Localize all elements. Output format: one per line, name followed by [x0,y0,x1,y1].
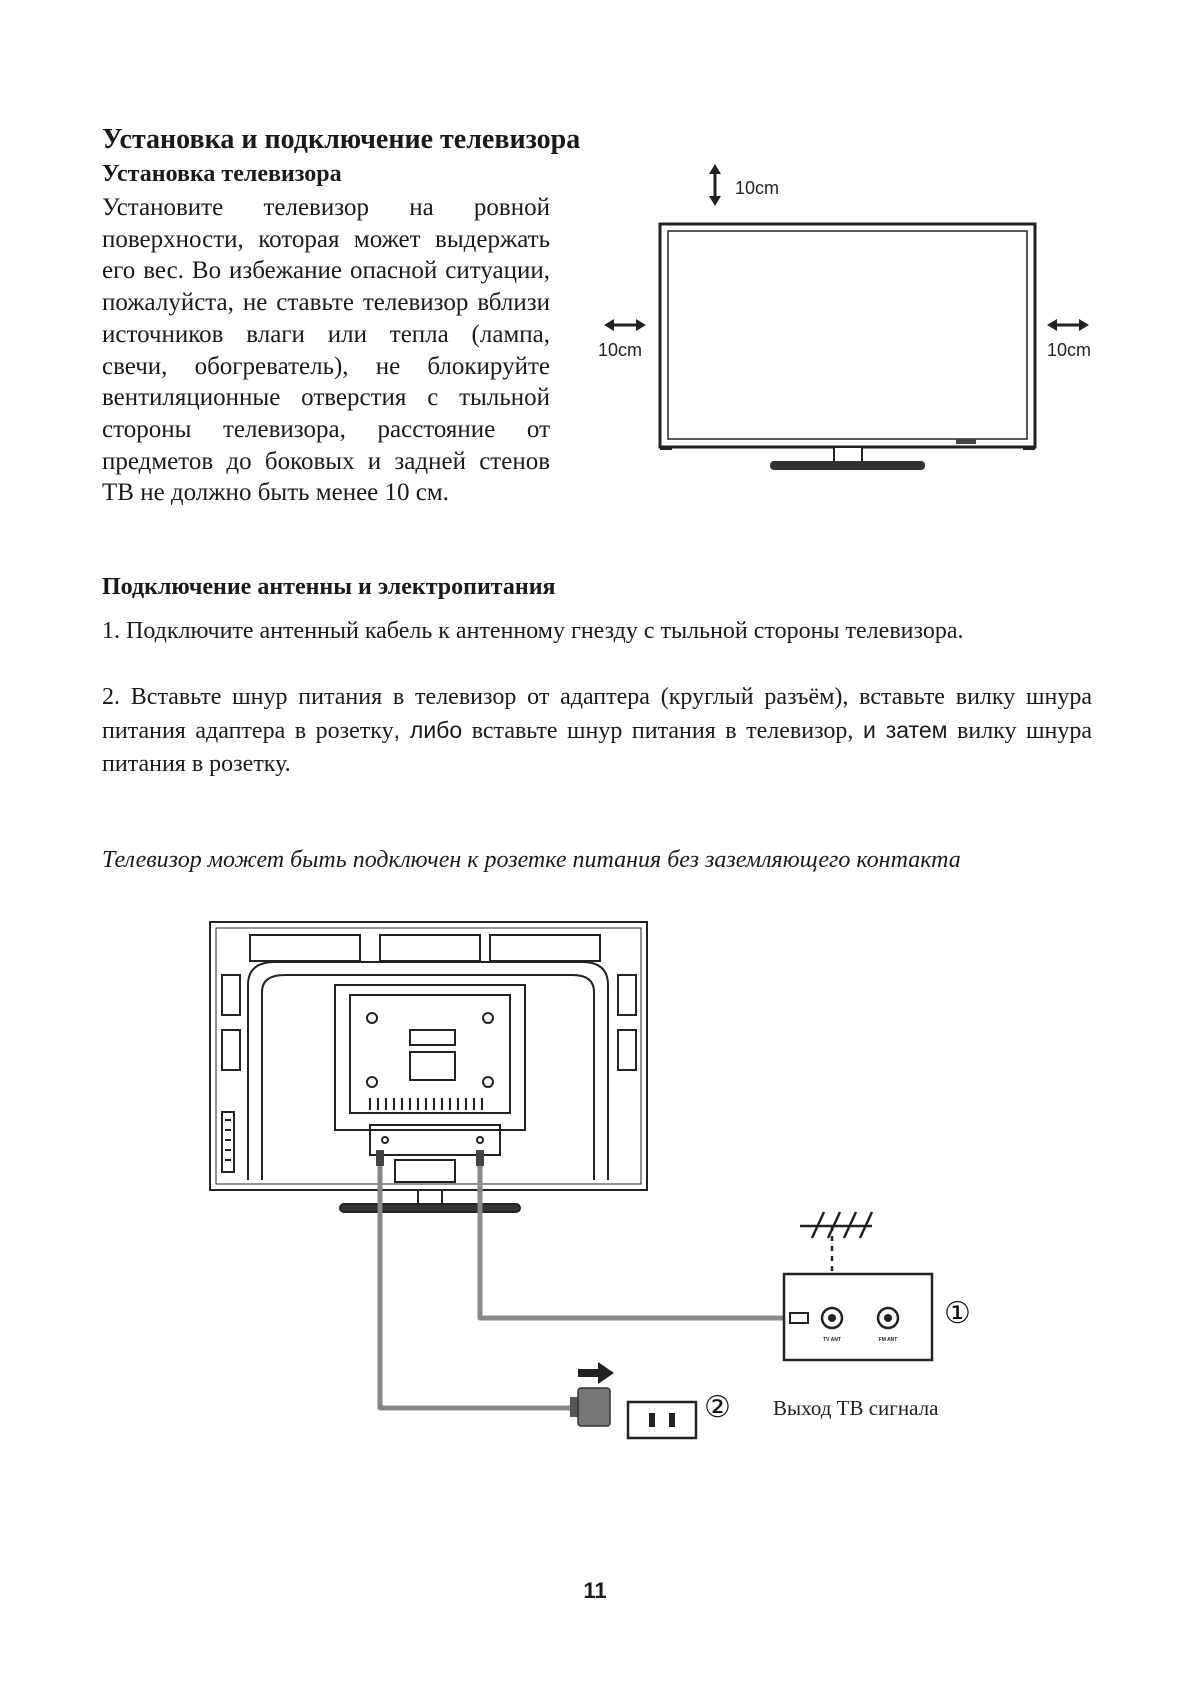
left-clearance-label: 10cm [598,340,643,360]
marker-2: ② [704,1390,731,1425]
antenna-cable [480,1166,790,1318]
wall-power-socket [628,1402,696,1438]
tv-rear [210,922,647,1212]
step2-part1: 2. Вставьте шнур питания в телевизор от адаптера (круглый разъём), вставьте вилку шнура питания адаптера в розетку [102,684,1092,744]
fm-ant-label: FM ANT [878,1337,898,1343]
page-title: Установка и подключение телевизора [102,124,581,155]
install-heading: Установка телевизора [102,161,342,187]
right-clearance-label: 10cm [1047,340,1092,360]
connection-heading: Подключение антенны и электропитания [102,574,556,600]
step2-either: , либо [393,717,463,743]
step2-then: и затем [862,717,948,743]
top-clearance-label: 10cm [735,178,780,198]
wall-antenna-outlet [784,1274,932,1360]
install-text: Установите телевизор на ровной поверхности, которая может выдержать его вес. Во избежание опасной ситуации, пожалуйста, не ставьте телевизор вблизи источников влаги или тепла (лампа, свечи, обогреватель), не блокируйте вентиляционные отверстия с тыльной стороны телевизора, расстояние от предметов до боковых и задней стенов ТВ не должно быть менее 10 см. [102,194,550,507]
connection-step-1: 1. Подключите антенный кабель к антенному гнезду с тыльной стороны телевизора. [102,618,964,644]
tv-antenna-jack [476,1150,484,1166]
step2-part2: вставьте шнур питания в телевизор, [462,718,854,744]
power-adapter [570,1388,610,1426]
tv-power-jack [376,1150,384,1166]
marker-1: ① [944,1296,971,1331]
insert-arrow-icon [578,1362,614,1384]
grounding-note: Телевизор может быть подключен к розетке питания без заземляющего контакта [102,847,961,873]
signal-output-label: Выход ТВ сигнала [773,1396,939,1420]
tv-ant-label: TV ANT [823,1337,841,1343]
page-number: 11 [583,1578,607,1603]
step2-part3: вилку шнура питания в розетку. [102,718,1093,777]
